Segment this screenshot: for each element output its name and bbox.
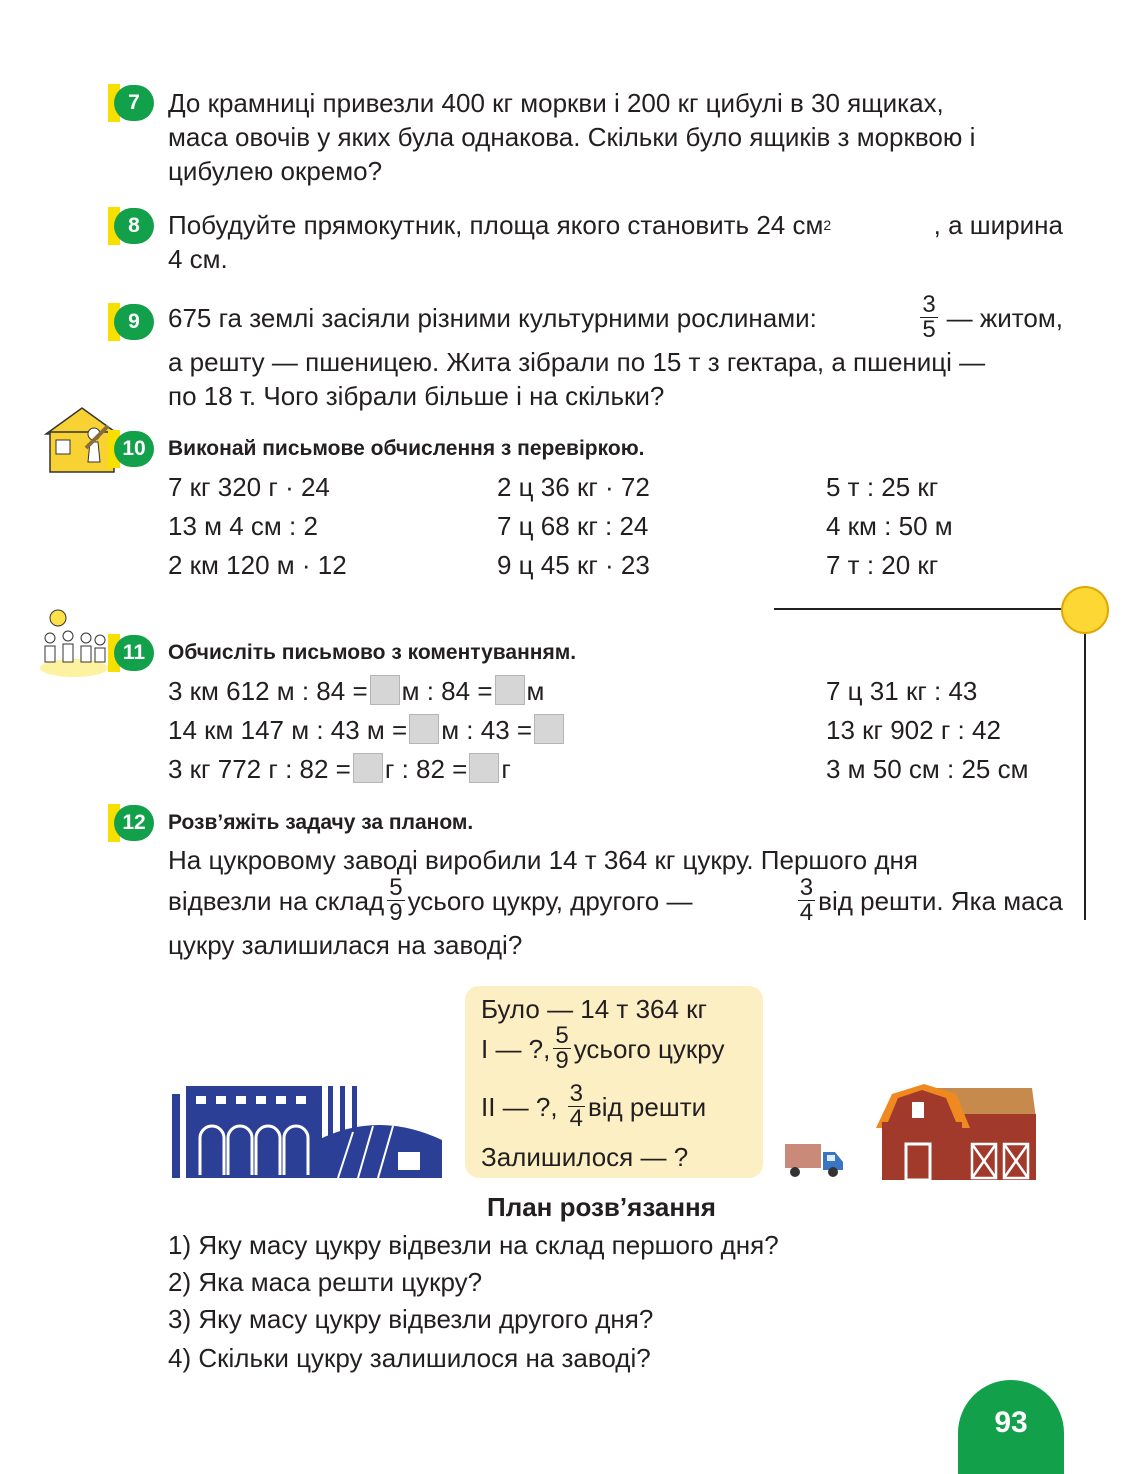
expr: 7 т : 20 кг <box>826 550 939 580</box>
task-11-heading: Обчисліть письмово з коментуванням. <box>168 641 577 664</box>
expr: 5 т : 25 кг <box>826 472 939 502</box>
task-12-badge: 12 <box>108 804 152 842</box>
plan-title: План розв’язання <box>487 1192 716 1222</box>
expr: 7 кг 320 г · 24 <box>168 472 330 502</box>
expr: 2 км 120 м · 12 <box>168 550 347 580</box>
divider-line-vertical <box>1084 630 1086 920</box>
answer-box[interactable] <box>409 714 439 744</box>
plan-step: 2) Яка маса решти цукру? <box>168 1267 483 1297</box>
task-7-line-3: цибулею окремо? <box>168 156 383 186</box>
note-line-4: Залишилося — ? <box>481 1142 689 1172</box>
task-12-line-1: На цукровому заводі виробили 14 т 364 кг цукру. Першого дня <box>168 845 918 875</box>
task-8-line-1: Побудуйте прямокутник, площа якого становить 24 см 2 , а ширина <box>168 210 1063 240</box>
task-9-line-2: а решту — пшеницею. Жита зібрали по 15 т з гектара, а пшениці — <box>168 347 986 377</box>
note-line-2: I — ?, $\frac{5}{9}$ усього цукру <box>481 1022 725 1074</box>
plan-step: 1) Яку масу цукру відвезли на склад першого дня? <box>168 1230 779 1260</box>
fraction-5-9: $\frac{5}{9}$ <box>555 1022 569 1074</box>
fraction-3-4: $\frac{3}{4}$ <box>569 1080 583 1132</box>
yellow-circle-icon <box>1061 586 1109 634</box>
task-12-heading: Розв’яжіть задачу за планом. <box>168 811 474 834</box>
plan-step: 3) Яку масу цукру відвезли другого дня? <box>168 1304 654 1334</box>
expr: 9 ц 45 кг · 23 <box>497 550 650 580</box>
task-7-line-2: маса овочів у яких була однакова. Скільки було ящиків з морквою і <box>168 122 976 152</box>
truck-icon <box>783 1140 847 1180</box>
expr: 13 м 4 см : 2 <box>168 511 318 541</box>
task-8-line-2: 4 см. <box>168 244 228 274</box>
task-8-badge: 8 <box>108 207 152 245</box>
plan-step: 4) Скільки цукру залишилося на заводі? <box>168 1343 651 1373</box>
expr-row-1: 3 км 612 м : 84 = м : 84 = м <box>168 676 545 706</box>
barn-icon <box>872 1078 1038 1182</box>
expr: 2 ц 36 кг · 72 <box>497 472 650 502</box>
expr: 4 км : 50 м <box>826 511 953 541</box>
expr: 13 кг 902 г : 42 <box>826 715 1001 745</box>
expr-row-3: 3 кг 772 г : 82 = г : 82 = г <box>168 754 511 784</box>
task-7-badge: 7 <box>108 84 152 122</box>
task-12-line-2: відвезли на склад $\frac{5}{9}$ усього цукру, другого — $\frac{3}{4}$ від решти. Яка маса <box>168 874 1063 926</box>
answer-box[interactable] <box>534 714 564 744</box>
answer-box[interactable] <box>370 675 400 705</box>
factory-icon <box>168 1080 444 1180</box>
page-number: 93 <box>958 1380 1064 1474</box>
answer-box[interactable] <box>469 753 499 783</box>
answer-box[interactable] <box>353 753 383 783</box>
task-9-line-1: 675 га землі засіяли різними культурними рослинами: $\frac{3}{5}$ — житом, <box>168 291 1063 343</box>
task-11-badge: 11 <box>108 634 152 672</box>
task-10-badge: 10 <box>108 430 152 468</box>
task-9-line-3: по 18 т. Чого зібрали більше і на скільки? <box>168 381 665 411</box>
task-9-badge: 9 <box>108 303 152 341</box>
fraction-3-4: $\frac{3}{4}$ <box>799 874 814 926</box>
divider-line <box>774 608 1064 610</box>
fraction-5-9: $\frac{5}{9}$ <box>389 874 403 926</box>
expr: 3 м 50 см : 25 см <box>826 754 1029 784</box>
task-10-heading: Виконай письмове обчислення з перевіркою. <box>168 437 645 460</box>
task-12-line-3: цукру залишилася на заводі? <box>168 930 523 960</box>
task-7-line-1: До крамниці привезли 400 кг моркви і 200 кг цибулі в 30 ящиках, <box>168 88 944 118</box>
expr: 7 ц 31 кг : 43 <box>826 676 978 706</box>
group-lightbulb-icon <box>36 606 112 678</box>
fraction-3-5: $\frac{3}{5}$ <box>922 291 936 343</box>
note-line-3: II — ?, $\frac{3}{4}$ від решти <box>481 1080 707 1132</box>
expr-row-2: 14 км 147 м : 43 м = м : 43 = <box>168 713 566 747</box>
expr: 7 ц 68 кг : 24 <box>497 511 649 541</box>
answer-box[interactable] <box>495 675 525 705</box>
note-line-1: Було — 14 т 364 кг <box>481 994 708 1024</box>
